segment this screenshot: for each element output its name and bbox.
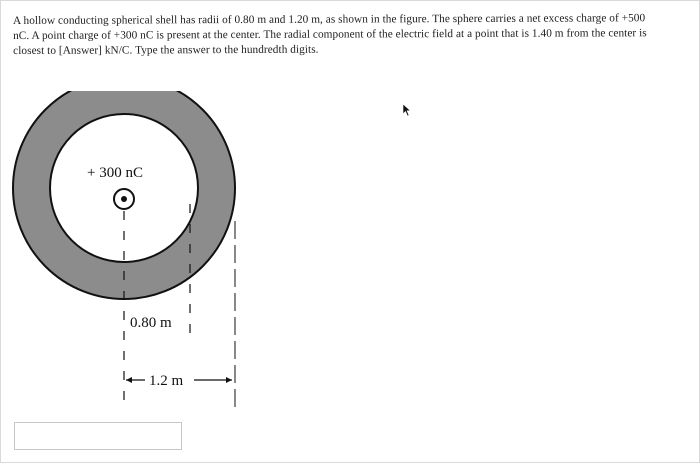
answer-input[interactable]: [14, 422, 182, 450]
question-line-1: A hollow conducting spherical shell has radii of 0.80 m and 1.20 m, as shown in the figure. The sphere carries a net excess charge of +500: [13, 12, 646, 27]
question-text: [13, 11, 689, 59]
spherical-shell-figure: [11, 91, 251, 421]
question-line-2: nC. A point charge of +300 nC is present at the center. The radial component of the electric field at a point that is 1.40 m from the center is: [13, 27, 647, 42]
inner-radius-label: 0.80 m: [130, 315, 172, 331]
arrow-left-icon: [126, 377, 132, 383]
outer-radius-label: 1.2 m: [149, 373, 184, 389]
question-line-3: closest to [Answer] kN/C. Type the answer to the hundredth digits.: [13, 43, 319, 57]
mouse-cursor-icon: [402, 103, 412, 117]
arrow-right-icon: [226, 377, 232, 383]
charge-label: + 300 nC: [87, 165, 143, 181]
